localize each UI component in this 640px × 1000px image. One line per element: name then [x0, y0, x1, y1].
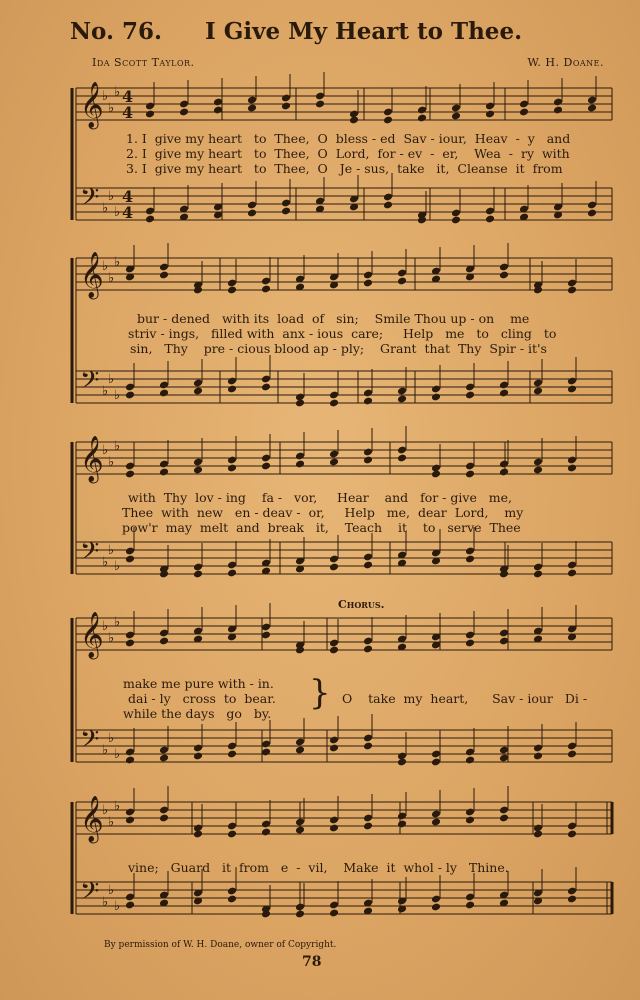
lyric-line: 1. I give my heart to Thee, O bless - ed Sav - iour, Heav - y and [126, 131, 571, 146]
bass-clef: 𝄢 [80, 537, 100, 572]
treble-clef: 𝄞 [80, 252, 104, 298]
note-head [125, 555, 135, 564]
flat-sign: ♭ [108, 271, 115, 286]
note-head [193, 387, 203, 396]
note-head [363, 561, 373, 570]
note-head [145, 110, 155, 119]
note-head [431, 470, 441, 479]
note-head [567, 569, 577, 578]
note-head [193, 830, 203, 839]
flat-sign: ♭ [102, 259, 109, 274]
note-head [499, 814, 509, 823]
lyric-line: striv - ings, filled with anx - ious care; Help me to cling to [128, 326, 557, 341]
hymn-number: No. 76. [70, 18, 162, 45]
bass-clef: 𝄢 [80, 366, 100, 401]
note-head [485, 215, 495, 224]
note-head [193, 466, 203, 475]
note-head [465, 391, 475, 400]
flat-sign: ♭ [108, 731, 115, 746]
lyric-line: 2. I give my heart to Thee, O Lord, for - ev - er, Wea - ry with [126, 146, 570, 161]
flat-sign: ♭ [114, 255, 121, 270]
note-head [431, 393, 441, 402]
note-head [383, 116, 393, 125]
note-head [227, 569, 237, 578]
bass-clef: 𝄢 [80, 725, 100, 760]
flat-sign: ♭ [114, 615, 121, 630]
note-head [397, 758, 407, 767]
treble-clef: 𝄞 [80, 436, 104, 482]
lyric-line: Thee with new en - deav - or, Help me, dear Lord, my [122, 505, 524, 520]
note-head [227, 286, 237, 295]
flat-sign: ♭ [102, 201, 109, 216]
flat-sign: ♭ [108, 372, 115, 387]
note-head [227, 895, 237, 904]
flat-sign: ♭ [102, 555, 109, 570]
note-head [261, 285, 271, 294]
note-head [451, 216, 461, 225]
note-head [533, 830, 543, 839]
note-head [179, 108, 189, 117]
lyric-line: pow'r may melt and break it, Teach it to serve Thee [122, 520, 521, 535]
flat-sign: ♭ [108, 543, 115, 558]
note-head [247, 209, 257, 218]
note-head [499, 468, 509, 477]
verse-brace: } [309, 673, 331, 713]
note-head [363, 822, 373, 831]
note-head [363, 397, 373, 406]
note-head [329, 744, 339, 753]
note-head [567, 286, 577, 295]
note-head [431, 818, 441, 827]
note-head [295, 746, 305, 755]
flat-sign: ♭ [114, 205, 121, 220]
note-head [533, 387, 543, 396]
lyric-line: bur - dened with its load of sin; Smile Thou up - on me [137, 311, 530, 326]
note-head [363, 279, 373, 288]
note-head [567, 895, 577, 904]
flat-sign: ♭ [114, 799, 121, 814]
page-number: 78 [302, 954, 322, 970]
note-head [281, 207, 291, 216]
note-head [295, 399, 305, 408]
note-head [533, 466, 543, 475]
note-head [465, 901, 475, 910]
note-head [295, 460, 305, 469]
flat-sign: ♭ [102, 384, 109, 399]
note-head [145, 215, 155, 224]
note-head [431, 903, 441, 912]
note-head [159, 814, 169, 823]
treble-clef: 𝄞 [80, 612, 104, 658]
note-head [465, 639, 475, 648]
note-head [451, 112, 461, 121]
note-head [261, 383, 271, 392]
note-head [193, 570, 203, 579]
lyric-line: vine; Guard it from e - vil, Make it whol - ly Thine. [128, 860, 509, 875]
note-head [329, 646, 339, 655]
flat-sign: ♭ [114, 899, 121, 914]
note-head [397, 454, 407, 463]
note-head [519, 108, 529, 117]
flat-sign: ♭ [114, 85, 121, 100]
note-head [295, 910, 305, 919]
flat-sign: ♭ [108, 883, 115, 898]
note-head [465, 470, 475, 479]
lyric-line: sin, Thy pre - cious blood ap - ply; Grant that Thy Spir - it's [130, 341, 547, 356]
note-head [533, 752, 543, 761]
note-head [315, 100, 325, 109]
author-credit: Ida Scott Taylor. [92, 56, 195, 69]
flat-sign: ♭ [102, 619, 109, 634]
bass-clef: 𝄢 [80, 183, 100, 218]
note-head [295, 826, 305, 835]
flat-sign: ♭ [102, 803, 109, 818]
note-head [159, 468, 169, 477]
chorus-lyric-line: O take my heart, Sav - iour Di - [342, 691, 588, 706]
flat-sign: ♭ [108, 631, 115, 646]
copyright-notice: By permission of W. H. Doane, owner of Copyright. [104, 940, 337, 950]
note-head [227, 464, 237, 473]
lyric-line: 3. I give my heart to Thee, O Je - sus, take it, Cleanse it from [126, 161, 563, 176]
note-head [159, 389, 169, 398]
note-head [125, 756, 135, 765]
note-head [227, 385, 237, 394]
flat-sign: ♭ [114, 559, 121, 574]
lyric-line: while the days go by. [123, 706, 272, 721]
note-head [397, 395, 407, 404]
flat-sign: ♭ [102, 89, 109, 104]
note-head [587, 104, 597, 113]
time-signature: 4 [122, 187, 134, 206]
note-head [587, 209, 597, 218]
note-head [567, 385, 577, 394]
lyric-line: dai - ly cross to bear. [128, 691, 276, 706]
note-head [417, 114, 427, 123]
note-head [553, 106, 563, 115]
note-head [261, 462, 271, 471]
flat-sign: ♭ [102, 743, 109, 758]
note-head [465, 816, 475, 825]
note-head [363, 742, 373, 751]
note-head [349, 116, 359, 125]
flat-sign: ♭ [108, 455, 115, 470]
note-head [499, 389, 509, 398]
note-head [261, 828, 271, 837]
note-head [247, 104, 257, 113]
flat-sign: ♭ [102, 443, 109, 458]
note-head [227, 830, 237, 839]
flat-sign: ♭ [114, 439, 121, 454]
note-head [329, 399, 339, 408]
note-head [227, 750, 237, 759]
note-head [159, 637, 169, 646]
note-head [159, 271, 169, 280]
note-head [125, 816, 135, 825]
hymn-title: I Give My Heart to Thee. [205, 18, 523, 45]
note-head [465, 555, 475, 564]
note-head [281, 102, 291, 111]
chorus-label: Chorus. [338, 598, 385, 611]
note-head [329, 563, 339, 572]
lyric-line: with Thy lov - ing fa - vor, Hear and for - give me, [128, 490, 512, 505]
note-head [363, 645, 373, 654]
flat-sign: ♭ [114, 747, 121, 762]
note-head [363, 456, 373, 465]
flat-sign: ♭ [108, 189, 115, 204]
note-head [465, 756, 475, 765]
note-head [485, 110, 495, 119]
note-head [397, 277, 407, 286]
note-head [125, 901, 135, 910]
treble-clef: 𝄞 [80, 82, 104, 128]
note-head [329, 458, 339, 467]
treble-clef: 𝄞 [80, 796, 104, 842]
note-head [567, 464, 577, 473]
note-head [125, 639, 135, 648]
flat-sign: ♭ [108, 101, 115, 116]
note-head [159, 754, 169, 763]
note-head [329, 824, 339, 833]
lyric-line: make me pure with - in. [123, 676, 274, 691]
note-head [499, 271, 509, 280]
note-head [567, 750, 577, 759]
flat-sign: ♭ [108, 815, 115, 830]
note-head [193, 752, 203, 761]
note-head [125, 391, 135, 400]
note-head [397, 820, 407, 829]
note-head [533, 570, 543, 579]
flat-sign: ♭ [102, 895, 109, 910]
time-signature: 4 [122, 87, 134, 106]
flat-sign: ♭ [114, 388, 121, 403]
time-signature: 4 [122, 203, 134, 222]
composer-credit: W. H. Doane. [527, 56, 604, 69]
note-head [567, 830, 577, 839]
note-head [329, 909, 339, 918]
note-head [383, 201, 393, 210]
note-head [125, 470, 135, 479]
time-signature: 4 [122, 103, 134, 122]
bass-clef: 𝄢 [80, 877, 100, 912]
